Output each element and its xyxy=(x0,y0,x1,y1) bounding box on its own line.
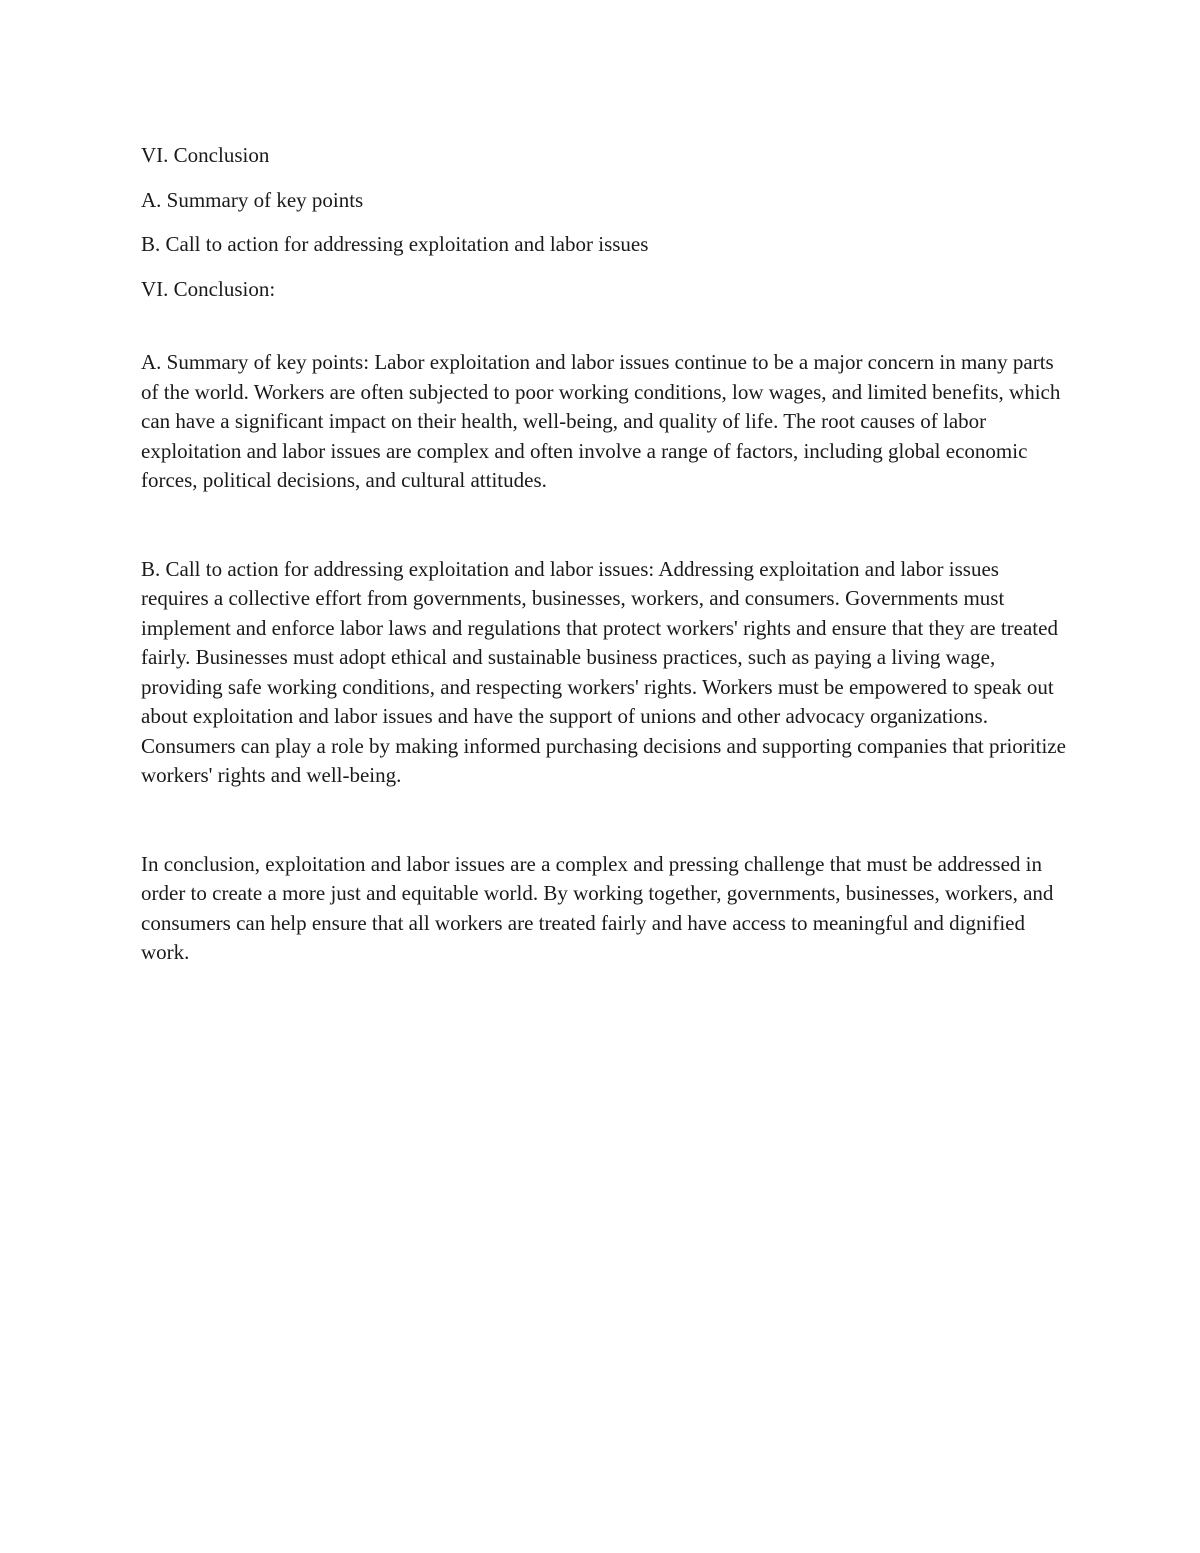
closing-paragraph: In conclusion, exploitation and labor issues are a complex and pressing challenge that must be addressed in order to create a more just and equitable world. By working together, governments, businesses, workers, and consumers can help ensure that all workers are treated fairly and have access to meaningful and dignified work. xyxy=(141,851,1054,964)
section-heading-repeat: VI. Conclusion: xyxy=(141,276,276,301)
spacer xyxy=(141,791,1066,850)
summary-paragraph: A. Summary of key points: Labor exploitation and labor issues continue to be a major concern in many parts of the world. Workers are often subjected to poor working conditions, low wages, and limited benefits, which can have a significant impact on their health, well-being, and quality of life. The root causes of labor exploitation and labor issues are complex and often involve a range of factors, including global economic forces, political decisions, and cultural attitudes. xyxy=(141,350,1061,492)
call-to-action-paragraph: B. Call to action for addressing exploitation and labor issues: Addressing exploitation and labor issues requires a collective effort from governments, businesses, workers, and consumers. Governments must implement and enforce labor laws and regulations that protect workers' rights and ensure that they are treated fairly. Businesses must adopt ethical and sustainable business practices, such as paying a living wage, providing safe working conditions, and respecting workers' rights. Workers must be empowered to speak out about exploitation and labor issues and have the support of unions and other advocacy organizations. Consumers can play a role by making informed purchasing decisions and supporting companies that prioritize workers' rights and well-being. xyxy=(141,556,1066,787)
spacer xyxy=(141,304,1066,348)
document-body xyxy=(141,141,1066,968)
outline-item-a: A. Summary of key points xyxy=(141,187,364,212)
spacer xyxy=(141,496,1066,555)
outline-item-b: B. Call to action for addressing exploitation and labor issues xyxy=(141,232,649,256)
section-heading: VI. Conclusion xyxy=(141,143,270,167)
